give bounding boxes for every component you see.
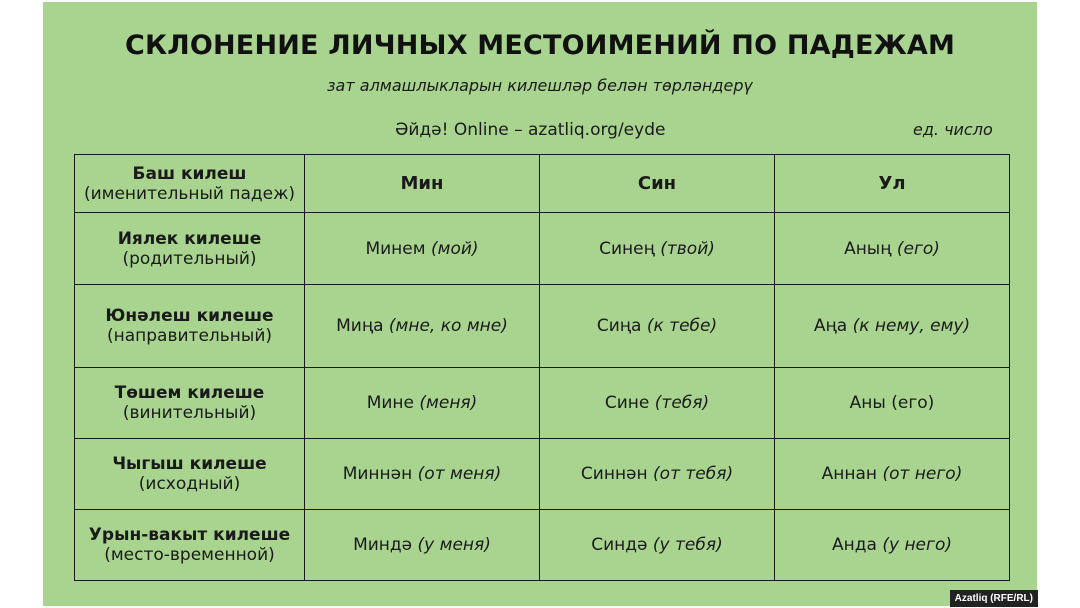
- form-translation: (мне, ко мне): [388, 316, 508, 336]
- form-cell: [775, 285, 1010, 368]
- form-word: Минем: [365, 238, 426, 259]
- form-cell: [305, 213, 540, 285]
- form-word: Миндә: [353, 535, 413, 555]
- form-word: Миңа: [336, 316, 384, 336]
- form-word: Миннән: [342, 464, 413, 484]
- form-word: Синең: [599, 238, 655, 259]
- case-cell: [75, 285, 305, 368]
- form-word: Аңа: [813, 316, 848, 336]
- form-translation: (от тебя): [653, 464, 734, 484]
- table-row: [75, 213, 1010, 285]
- case-name: Урын-вакыт килеше: [88, 525, 291, 545]
- case-name: Баш килеш: [132, 163, 247, 184]
- case-cell: [75, 439, 305, 510]
- form-translation: (от него): [882, 464, 963, 484]
- form-translation: (к тебе): [646, 316, 718, 336]
- pronoun-header-sin: Син: [540, 155, 775, 213]
- form-translation: (у меня): [417, 535, 491, 555]
- form-translation: (к нему, ему): [852, 316, 971, 336]
- page-title: СКЛОНЕНИЕ ЛИЧНЫХ МЕСТОИМЕНИЙ ПО ПАДЕЖАМ: [124, 30, 956, 61]
- form-word: Аның: [844, 238, 892, 259]
- form-cell: [305, 285, 540, 368]
- form-cell: [305, 439, 540, 510]
- form-translation: (его): [896, 238, 940, 259]
- form-translation: (меня): [419, 393, 478, 413]
- table-row: [75, 510, 1010, 581]
- case-ru: (именительный падеж): [83, 183, 296, 204]
- case-cell: [75, 368, 305, 439]
- form-word: Аннан: [821, 464, 878, 484]
- form-translation: (мой): [430, 238, 479, 259]
- form-word: Синнән: [580, 464, 648, 484]
- source-text: Әйдә! Online – azatliq.org/eyde: [395, 120, 666, 140]
- infographic-card: [43, 2, 1037, 606]
- form-translation: (у него): [882, 535, 952, 555]
- form-translation: (у тебя): [652, 535, 723, 555]
- form-cell: [540, 213, 775, 285]
- form-cell: [540, 368, 775, 439]
- form-cell: [305, 368, 540, 439]
- form-cell: [540, 510, 775, 581]
- form-cell: [775, 439, 1010, 510]
- case-ru: (направительный): [106, 326, 273, 346]
- case-ru: (родительный): [122, 248, 257, 269]
- case-name: Иялек килеше: [117, 228, 262, 249]
- table-row: [75, 285, 1010, 368]
- subtitle: зат алмашлыкларын килешләр белән төрләндерү: [327, 76, 753, 95]
- form-word: Аны: [849, 393, 886, 413]
- case-name: Төшем килеше: [114, 383, 265, 403]
- declension-table: [74, 154, 1010, 581]
- header-case-cell: [75, 155, 305, 213]
- form-translation: (его): [891, 393, 935, 413]
- case-ru: (винительный): [122, 403, 257, 423]
- form-word: Сине: [604, 393, 650, 413]
- form-cell: [305, 510, 540, 581]
- pronoun-header-ul: Ул: [775, 155, 1010, 213]
- header-row: [75, 155, 1010, 213]
- case-cell: [75, 510, 305, 581]
- form-translation: (тебя): [654, 393, 710, 413]
- form-word: Мине: [366, 393, 414, 413]
- form-cell: [540, 439, 775, 510]
- form-cell: [775, 213, 1010, 285]
- case-name: Юнәлеш килеше: [105, 306, 274, 326]
- pronoun-header-min: Мин: [305, 155, 540, 213]
- case-ru: (исходный): [138, 474, 241, 494]
- form-word: Сиңа: [596, 316, 642, 336]
- case-cell: [75, 213, 305, 285]
- table-row: [75, 439, 1010, 510]
- form-cell: [775, 368, 1010, 439]
- case-name: Чыгыш килеше: [112, 454, 267, 474]
- form-cell: [540, 285, 775, 368]
- form-cell: [775, 510, 1010, 581]
- form-word: Синдә: [591, 535, 648, 555]
- form-translation: (твой): [660, 238, 715, 259]
- form-word: Анда: [832, 535, 877, 555]
- source-badge: Azatliq (RFE/RL): [950, 590, 1038, 607]
- form-translation: (от меня): [417, 464, 502, 484]
- case-ru: (место-временной): [104, 545, 275, 565]
- table-row: [75, 368, 1010, 439]
- number-label: ед. число: [913, 120, 993, 139]
